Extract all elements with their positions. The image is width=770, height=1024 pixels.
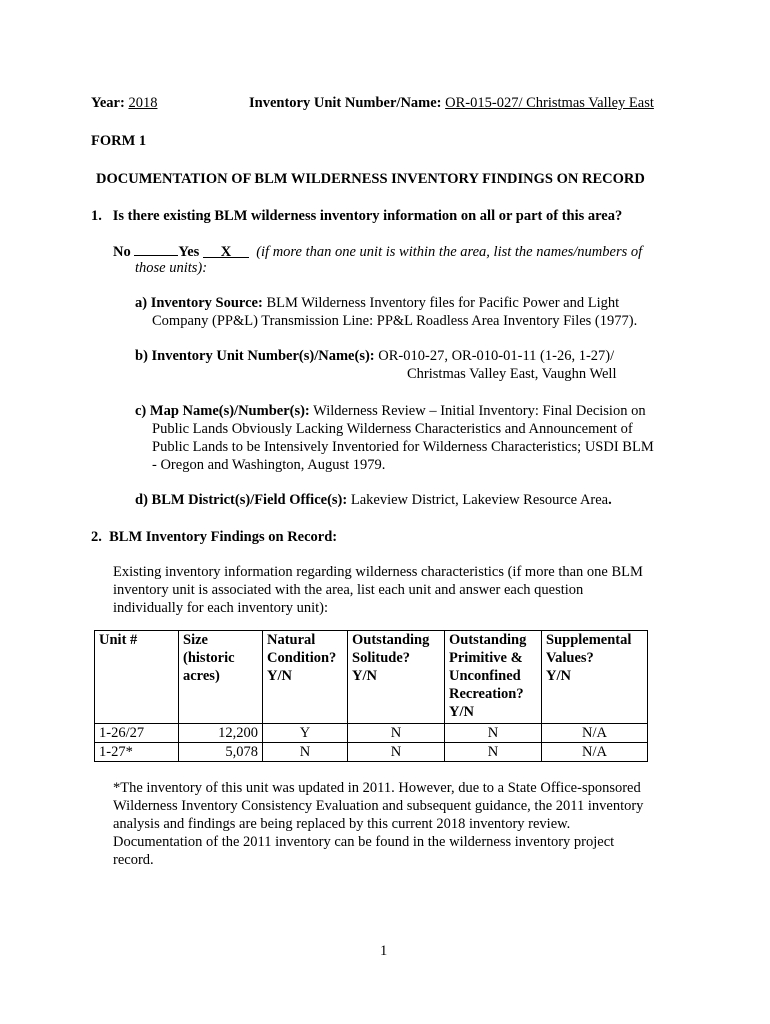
d-end: . [608,492,612,508]
q1-heading [91,207,622,225]
header-text: Values? [546,650,594,666]
q1-answer-line [113,241,642,261]
q2-number: 2. [91,529,102,545]
c-line3: Public Lands to be Intensively Inventoried for Wilderness Characteristics; USDI BLM [152,439,654,455]
header-size-cell [179,631,263,724]
header-natural-cell [263,631,348,724]
header-supplemental-cell [542,631,648,724]
year-value: 2018 [128,95,158,111]
header-text: Outstanding [449,632,527,648]
header-solitude-cell [348,631,445,724]
header-unit-cell [95,631,179,724]
no-label: No [113,244,131,260]
header-text: Outstanding [352,632,430,648]
inventory-table [94,630,648,762]
b-line2: Christmas Valley East, Vaughn Well [407,366,617,382]
q2-intro-line1: Existing inventory information regarding wilderness characteristics (if more than one BLM [113,564,643,580]
year-label: Year: [91,95,125,111]
item-a [135,294,619,312]
header-text: Condition? [267,650,337,666]
unit-value: OR-015-027/ Christmas Valley East [445,95,654,111]
header-text: Y/N [267,668,292,684]
header-text: Supplemental [546,632,632,648]
cell-supplemental: N/A [542,724,648,743]
c-line2: Public Lands Obviously Lacking Wilderness Characteristics and Announcement of [152,421,633,437]
cell-unit: 1-26/27 [95,724,179,743]
q1-question: Is there existing BLM wilderness inventory information on all or part of this area? [112,208,623,224]
table-row [95,724,648,743]
header-text: Unconfined [449,668,521,684]
item-c [135,402,646,420]
a-label: a) Inventory Source: [135,295,263,311]
footnote-line3: analysis and findings are being replaced by this current 2018 inventory review. [113,816,571,832]
cell-solitude: N [348,743,445,762]
footnote-line1: *The inventory of this unit was updated in 2011. However, due to a State Office-sponsored [113,780,641,796]
cell-supplemental: N/A [542,743,648,762]
item-d [135,491,612,509]
no-blank[interactable] [134,241,178,256]
a-line2: Company (PP&L) Transmission Line: PP&L Roadless Area Inventory Files (1977). [152,313,638,329]
cell-recreation: N [445,743,542,762]
header-text: Solitude? [352,650,411,666]
item-b [135,347,614,365]
table-header-row [95,631,648,724]
header-text: Y/N [449,704,474,720]
a-line1: BLM Wilderness Inventory files for Pacific Power and Light [266,295,620,311]
yes-mark: X [220,244,232,260]
doc-title: DOCUMENTATION OF BLM WILDERNESS INVENTORY FINDINGS ON RECORD [96,171,645,187]
q1-number: 1. [91,208,102,224]
header-text: (historic [183,650,235,666]
header-text: Natural [267,632,316,648]
q2-intro-line2: inventory unit is associated with the area, list each unit and answer each question [113,582,584,598]
q2-heading [91,528,337,546]
footnote-line4: Documentation of the 2011 inventory can be found in the wilderness inventory project [113,834,615,850]
header-text: Primitive & [449,650,523,666]
q1-note-line1: (if more than one unit is within the area, list the names/numbers of [256,244,643,260]
yes-blank[interactable] [203,243,249,258]
b-label: b) Inventory Unit Number(s)/Name(s): [135,348,375,364]
footnote-line2: Wilderness Inventory Consistency Evaluation and subsequent guidance, the 2011 inventory [113,798,644,814]
header-text: Y/N [352,668,377,684]
cell-natural: Y [263,724,348,743]
yes-label: Yes [178,244,200,260]
header-recreation-cell [445,631,542,724]
header-unit [249,94,654,112]
header-text: Recreation? [449,686,524,702]
cell-recreation: N [445,724,542,743]
cell-natural: N [263,743,348,762]
cell-size: 12,200 [179,724,263,743]
form-label: FORM 1 [91,133,147,149]
header-text: acres) [183,668,220,684]
q2-title: BLM Inventory Findings on Record: [109,529,338,545]
c-line4: - Oregon and Washington, August 1979. [152,457,386,473]
header-year [91,94,157,112]
c-line1: Wilderness Review – Initial Inventory: Final Decision on [313,403,646,419]
cell-unit: 1-27* [95,743,179,762]
q1-note-line2: those units): [135,260,208,276]
d-label: d) BLM District(s)/Field Office(s): [135,492,348,508]
q2-intro-line3: individually for each inventory unit): [113,600,329,616]
header-text: Unit # [99,632,138,648]
page-number: 1 [380,943,388,959]
footnote-line5: record. [113,852,154,868]
table-row [95,743,648,762]
d-text: Lakeview District, Lakeview Resource Area [350,492,609,508]
cell-size: 5,078 [179,743,263,762]
header-text: Y/N [546,668,571,684]
header-text: Size [183,632,208,648]
c-label: c) Map Name(s)/Number(s): [135,403,310,419]
unit-label: Inventory Unit Number/Name: [249,95,442,111]
cell-solitude: N [348,724,445,743]
b-line1: OR-010-27, OR-010-01-11 (1-26, 1-27)/ [378,348,615,364]
